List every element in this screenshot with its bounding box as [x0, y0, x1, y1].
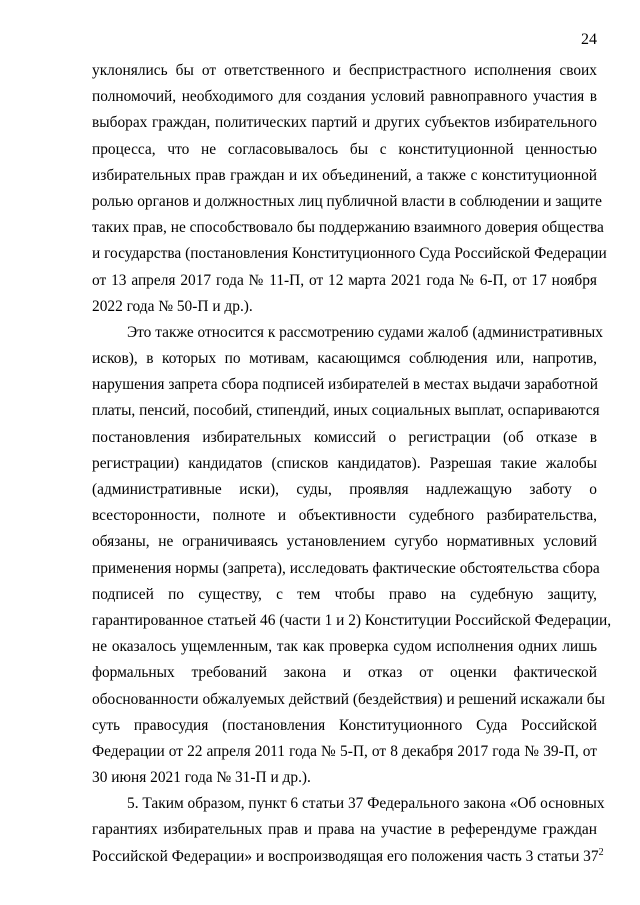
paragraph-2: [92, 320, 612, 791]
text-line: избирательных прав граждан и их объединений, а также с конституционной: [92, 166, 597, 184]
paragraph-3: [92, 791, 605, 870]
text-line: обоснованности обжалуемых действий (бездействия) и решений искажали бы: [92, 690, 605, 708]
text-line: уклонялись бы от ответственного и беспристрастного исполнения своих: [92, 62, 597, 79]
text-line: ролью органов и должностных лиц публичной власти в соблюдении и защите: [92, 192, 602, 210]
text-line: 30 июня 2021 года № 31-П и др.).: [92, 769, 311, 787]
text-line: всесторонности, полноте и объективности судебного разбирательства,: [92, 507, 597, 525]
paragraph-1: [92, 58, 607, 320]
text-line: обязаны, не ограничиваясь установлением сугубо нормативных условий: [92, 533, 597, 551]
text-line: нарушения запрета сбора подписей избирателей в местах выдачи заработной: [92, 376, 599, 394]
text-line: Это также относится к рассмотрению судами жалоб (административных: [127, 323, 603, 341]
text-line: формальных требований закона и отказ от оценки фактической: [92, 664, 597, 682]
text-line: процесса, что не согласовывалось бы с конституционной ценностью: [92, 140, 597, 158]
text-line: регистрации) кандидатов (списков кандидатов). Разрешая такие жалобы: [92, 454, 597, 472]
text-line: таких прав, не способствовало бы поддержанию взаимного доверия общества: [92, 219, 604, 237]
text-line: исков), в которых по мотивам, касающимся соблюдения или, напротив,: [92, 350, 597, 368]
page-number: 24: [581, 31, 597, 48]
text-line: не оказалось ущемленным, так как проверка судом исполнения одних лишь: [92, 638, 597, 656]
footnote-marker: 2: [598, 846, 604, 858]
text-line: гарантиях избирательных прав и права на участие в референдуме граждан: [92, 821, 597, 839]
text-line-content: Российской Федерации» и воспроизводящая его положения часть 3 статьи 37: [92, 847, 599, 865]
text-line: Федерации от 22 апреля 2011 года № 5-П, от 8 декабря 2017 года № 39-П, от: [92, 742, 597, 760]
text-line: подписей по существу, с тем чтобы право на судебную защиту,: [92, 585, 597, 603]
text-line: полномочий, необходимого для создания условий равноправного участия в: [92, 88, 597, 106]
text-line: [92, 844, 604, 870]
text-line: платы, пенсий, пособий, стипендий, иных социальных выплат, оспариваются: [92, 402, 600, 420]
text-line: 5. Таким образом, пункт 6 статьи 37 Федерального закона «Об основных: [127, 795, 605, 813]
text-line: выборах граждан, политических партий и других субъектов избирательного: [92, 114, 597, 132]
text-line: от 13 апреля 2017 года № 11-П, от 12 марта 2021 года № 6-П, от 17 ноября: [92, 271, 597, 289]
document-body: [92, 58, 612, 870]
text-line: и государства (постановления Конституционного Суда Российской Федерации: [92, 245, 607, 263]
text-line: применения нормы (запрета), исследовать фактические обстоятельства сбора: [92, 559, 600, 577]
text-line: (административные иски), суды, проявляя надлежащую заботу о: [92, 481, 597, 498]
text-line: постановления избирательных комиссий о регистрации (об отказе в: [92, 428, 597, 446]
text-line: гарантированное статьей 46 (части 1 и 2) Конституции Российской Федерации,: [92, 611, 612, 629]
text-line: 2022 года № 50-П и др.).: [92, 297, 253, 315]
text-line: суть правосудия (постановления Конституционного Суда Российской: [92, 716, 597, 734]
